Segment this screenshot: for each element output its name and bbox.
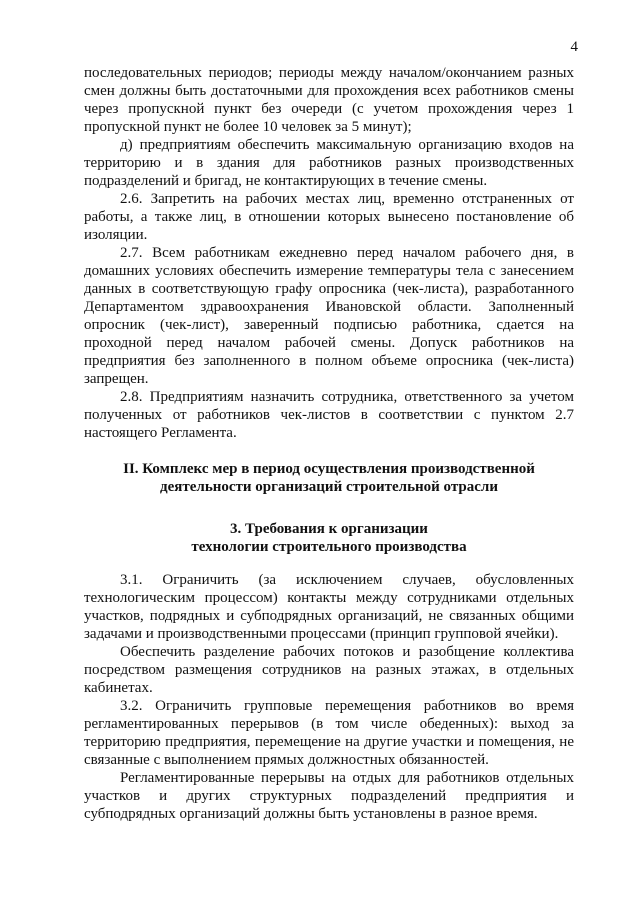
section-heading-line-1: II. Комплекс мер в период осуществления производственной — [123, 461, 535, 477]
paragraph-3-2: 3.2. Ограничить групповые перемещения работников во время регламентированных перерывов (в том числе обеденных): выход за территорию предприятия, перемещение на другие участки и помещения, не связанные с выполнением прямых должностных обязанностей. — [84, 698, 574, 768]
paragraph-3-1: 3.1. Ограничить (за исключением случаев, обусловленных технологическим процессом) контакты между сотрудниками отдельных участков, подрядных и субподрядных организаций, не связанных общими задачами и производственными процессами (принцип групповой ячейки). — [84, 572, 574, 642]
section-heading — [84, 460, 574, 496]
paragraph-2-6: 2.6. Запретить на рабочих местах лиц, временно отстраненных от работы, а также лиц, в отношении которых вынесено постановление об изоляции. — [84, 191, 574, 243]
paragraph-item-d: д) предприятиям обеспечить максимальную организацию входов на территорию и в здания для работников разных производственных подразделений и бригад, не контактирующих в течение смены. — [84, 137, 574, 189]
subsection-heading-line-1: 3. Требования к организации — [230, 521, 428, 537]
paragraph-breaks: Регламентированные перерывы на отдых для работников отдельных участков и других структурных подразделений предприятия и субподрядных организаций должны быть установлены в разное время. — [84, 770, 574, 822]
subsection-heading-line-2: технологии строительного производства — [191, 539, 467, 555]
paragraph-2-7: 2.7. Всем работникам ежедневно перед началом рабочего дня, в домашних условиях обеспечить измерение температуры тела с занесением данных в соответствующую графу опросника (чек-листа), разработанного Департаментом здравоохранения Ивановской области. Заполненный опросник (чек-лист), заверенный подписью работника, сдается на проходной перед началом рабочей смены. Допуск работников на предприятия без заполненного в полном объеме опросника (чек-листа) запрещен. — [84, 245, 574, 387]
paragraph-separation: Обеспечить разделение рабочих потоков и разобщение коллектива посредством размещения сотрудников на разных этажах, в отдельных кабинетах. — [84, 644, 574, 696]
page-number: 4 — [570, 39, 578, 55]
paragraph-2-8: 2.8. Предприятиям назначить сотрудника, ответственного за учетом полученных от работников чек-листов в соответствии с пунктом 2.7 настоящего Регламента. — [84, 389, 574, 441]
paragraph-continuation: последовательных периодов; периоды между началом/окончанием разных смен должны быть достаточными для прохождения всех работников смены через пропускной пункт без очереди (с учетом прохождения через 1 пропускной пункт не более 10 человек за 5 минут); — [84, 65, 574, 135]
section-heading-line-2: деятельности организаций строительной отрасли — [160, 479, 498, 495]
subsection-heading — [84, 520, 574, 556]
document-body — [84, 64, 574, 823]
